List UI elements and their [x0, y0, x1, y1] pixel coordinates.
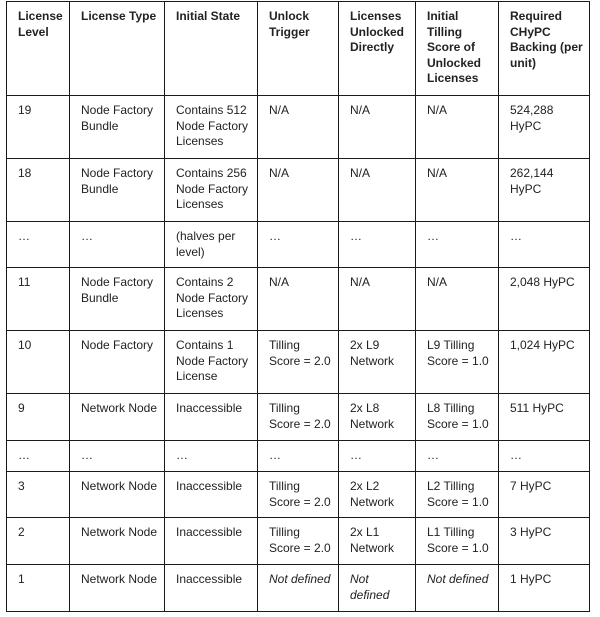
cell-license-level: 1	[7, 565, 70, 612]
header-initial-state: Initial State	[165, 2, 258, 96]
cell-licenses-unlocked: 2x L9 Network	[339, 331, 416, 394]
cell-license-type: Network Node	[70, 394, 165, 441]
header-required-chypc: Required CHyPC Backing (per unit)	[499, 2, 590, 96]
cell-required-chypc: 511 HyPC	[499, 394, 590, 441]
cell-license-type: Node Factory Bundle	[70, 96, 165, 159]
cell-licenses-unlocked: 2x L8 Network	[339, 394, 416, 441]
header-license-level: License Level	[7, 2, 70, 96]
header-license-type: License Type	[70, 2, 165, 96]
cell-initial-tilling-score: L2 Tilling Score = 1.0	[416, 472, 499, 518]
header-row	[7, 2, 590, 96]
cell-license-type: Node Factory Bundle	[70, 268, 165, 331]
table-row	[7, 96, 590, 159]
table-row	[7, 565, 590, 612]
cell-license-type: Network Node	[70, 565, 165, 612]
table-row	[7, 441, 590, 472]
cell-licenses-unlocked: 2x L1 Network	[339, 518, 416, 565]
header-unlock-trigger: Unlock Trigger	[258, 2, 339, 96]
cell-license-type: Node Factory	[70, 331, 165, 394]
cell-license-level: 18	[7, 159, 70, 222]
cell-unlock-trigger: Tilling Score = 2.0	[258, 394, 339, 441]
cell-license-level: 19	[7, 96, 70, 159]
cell-unlock-trigger: Tilling Score = 2.0	[258, 472, 339, 518]
cell-initial-tilling-score: L9 Tilling Score = 1.0	[416, 331, 499, 394]
cell-unlock-trigger: …	[258, 222, 339, 268]
cell-initial-tilling-score: …	[416, 441, 499, 472]
cell-initial-tilling-score: …	[416, 222, 499, 268]
cell-license-level: 11	[7, 268, 70, 331]
license-level-table	[6, 1, 590, 612]
table-row	[7, 331, 590, 394]
cell-initial-tilling-score: N/A	[416, 96, 499, 159]
cell-initial-tilling-score: L8 Tilling Score = 1.0	[416, 394, 499, 441]
cell-initial-state: (halves per level)	[165, 222, 258, 268]
cell-licenses-unlocked: Not defined	[339, 565, 416, 612]
cell-required-chypc: 262,144 HyPC	[499, 159, 590, 222]
cell-licenses-unlocked: 2x L2 Network	[339, 472, 416, 518]
cell-licenses-unlocked: N/A	[339, 96, 416, 159]
cell-initial-state: Contains 2 Node Factory Licenses	[165, 268, 258, 331]
cell-license-type: …	[70, 441, 165, 472]
cell-licenses-unlocked: …	[339, 222, 416, 268]
table-row	[7, 394, 590, 441]
cell-initial-tilling-score: L1 Tilling Score = 1.0	[416, 518, 499, 565]
cell-license-level: 9	[7, 394, 70, 441]
cell-initial-state: Inaccessible	[165, 394, 258, 441]
cell-licenses-unlocked: …	[339, 441, 416, 472]
table-row	[7, 472, 590, 518]
cell-required-chypc: 1,024 HyPC	[499, 331, 590, 394]
cell-initial-state: Contains 256 Node Factory Licenses	[165, 159, 258, 222]
cell-unlock-trigger: …	[258, 441, 339, 472]
table-row	[7, 518, 590, 565]
cell-license-type: Network Node	[70, 518, 165, 565]
cell-initial-state: …	[165, 441, 258, 472]
cell-license-type: …	[70, 222, 165, 268]
cell-required-chypc: 1 HyPC	[499, 565, 590, 612]
cell-required-chypc: 7 HyPC	[499, 472, 590, 518]
cell-initial-state: Contains 512 Node Factory Licenses	[165, 96, 258, 159]
cell-licenses-unlocked: N/A	[339, 159, 416, 222]
cell-license-level: …	[7, 222, 70, 268]
cell-required-chypc: …	[499, 222, 590, 268]
cell-unlock-trigger: N/A	[258, 268, 339, 331]
table-row	[7, 159, 590, 222]
cell-initial-state: Inaccessible	[165, 472, 258, 518]
table-row	[7, 268, 590, 331]
cell-license-level: 10	[7, 331, 70, 394]
cell-initial-tilling-score: N/A	[416, 159, 499, 222]
cell-unlock-trigger: Tilling Score = 2.0	[258, 331, 339, 394]
cell-unlock-trigger: Tilling Score = 2.0	[258, 518, 339, 565]
cell-initial-state: Contains 1 Node Factory License	[165, 331, 258, 394]
cell-licenses-unlocked: N/A	[339, 268, 416, 331]
cell-initial-tilling-score: Not defined	[416, 565, 499, 612]
cell-unlock-trigger: N/A	[258, 159, 339, 222]
header-licenses-unlocked: Licenses Unlocked Directly	[339, 2, 416, 96]
cell-unlock-trigger: N/A	[258, 96, 339, 159]
header-initial-tilling-score: Initial Tilling Score of Unlocked Licenses	[416, 2, 499, 96]
cell-initial-tilling-score: N/A	[416, 268, 499, 331]
cell-required-chypc: 524,288 HyPC	[499, 96, 590, 159]
cell-license-type: Node Factory Bundle	[70, 159, 165, 222]
cell-license-type: Network Node	[70, 472, 165, 518]
cell-license-level: …	[7, 441, 70, 472]
cell-required-chypc: …	[499, 441, 590, 472]
cell-initial-state: Inaccessible	[165, 565, 258, 612]
cell-initial-state: Inaccessible	[165, 518, 258, 565]
cell-license-level: 3	[7, 472, 70, 518]
cell-required-chypc: 3 HyPC	[499, 518, 590, 565]
cell-required-chypc: 2,048 HyPC	[499, 268, 590, 331]
cell-license-level: 2	[7, 518, 70, 565]
cell-unlock-trigger: Not defined	[258, 565, 339, 612]
table-row	[7, 222, 590, 268]
